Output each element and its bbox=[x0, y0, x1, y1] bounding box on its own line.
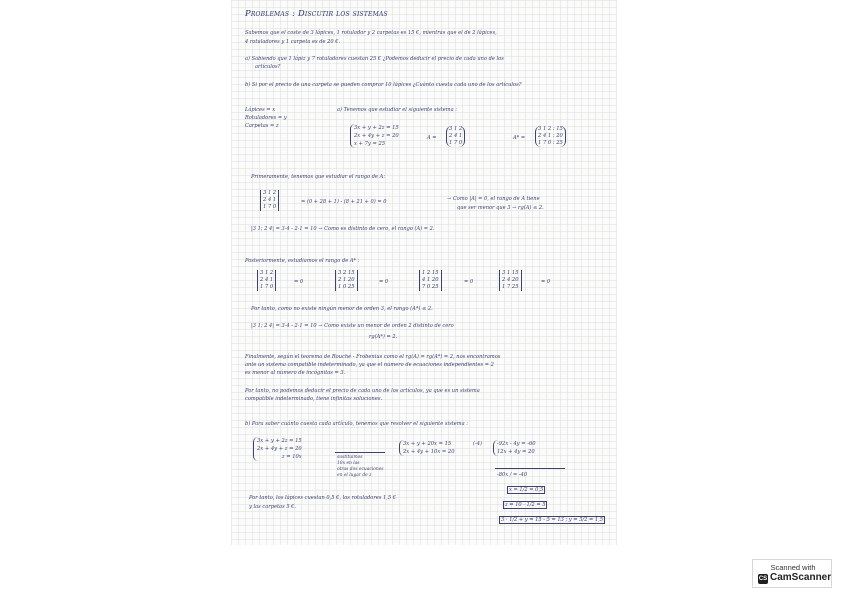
conclusion-2-line-2: compatible indeterminado, tiene infinitas soluciones. bbox=[245, 396, 383, 402]
substitute-note-3: otras dos ecuaciones bbox=[337, 467, 384, 472]
question-a-line-1: a) Sabiendo que 1 lápiz y 7 rotuladores cuestan 25 € ¿Podemos deducir el precio de cada uno de los bbox=[245, 56, 504, 62]
minor-row: 4 1 20 bbox=[422, 277, 439, 283]
system-b2 bbox=[399, 440, 455, 456]
variable-z: Carpetas = z bbox=[245, 123, 279, 129]
system-b-eq-2: 2x + 4y + z = 20 bbox=[257, 446, 302, 452]
question-a-line-2: artículos? bbox=[255, 64, 281, 70]
conclusion-line-3: es menor al número de incógnitas = 3. bbox=[245, 370, 346, 376]
det-a-note-1: → Como |A| = 0, el rango de A tiene bbox=[447, 196, 540, 202]
part-b-intro: b) Para saber cuánto cuesta cada artículo, tenemos que resolver el siguiente sistema : bbox=[245, 421, 468, 427]
minor-row: 1 0 25 bbox=[338, 284, 355, 290]
matrix-astar-label: A* = bbox=[513, 135, 526, 141]
badge-scanned-with: Scanned with bbox=[770, 563, 816, 572]
camscanner-badge bbox=[752, 559, 832, 588]
minor-astar-4-eq: = 0 bbox=[541, 279, 551, 285]
y-result-text: 3 · 1/2 + y = 15 - 5 = 13 ; y = 3/2 = 1,5 bbox=[501, 517, 603, 523]
system-b-eq-1: 3x + y + 2z = 15 bbox=[257, 438, 302, 444]
matrix-a bbox=[446, 126, 465, 147]
matrix-a-row: 2 4 1 bbox=[449, 133, 463, 139]
system-a-eq-1: 3x + y + 2z = 15 bbox=[354, 125, 399, 131]
det-a-row: 2 4 1 bbox=[263, 197, 277, 203]
scanned-page bbox=[231, 0, 617, 545]
z-result-text: z = 10 · 1/2 = 5 bbox=[505, 502, 546, 508]
minor-astar-3 bbox=[419, 270, 442, 291]
conclusion-line-2: ante un sistema compatible indeterminado, ya que el número de ecuaciones independientes = 2 bbox=[245, 362, 494, 368]
matrix-a-row: 3 1 2 bbox=[449, 126, 463, 132]
minor-a: |3 1; 2 4| = 3·4 - 2·1 = 10 → Como es distinto de cero, el rango (A) = 2. bbox=[251, 226, 435, 232]
statement-line-1: Sabemos que el coste de 3 lápices, 1 rotulador y 2 carpetas es 15 €, mientras que el de 2 lápices, bbox=[245, 30, 497, 36]
minor-row: 1 2 15 bbox=[422, 270, 439, 276]
multiplier-note: (-4) bbox=[473, 441, 482, 447]
minor-row: 2 1 20 bbox=[338, 277, 355, 283]
system-b3 bbox=[493, 440, 536, 456]
system-a bbox=[350, 124, 399, 148]
minor-astar-3-eq: = 0 bbox=[464, 279, 474, 285]
matrix-astar-row: 2 4 1 : 20 bbox=[538, 133, 563, 139]
page-title: Problemas : Discutir los sistemas bbox=[245, 8, 388, 18]
system-a-eq-3: x + 7y = 25 bbox=[354, 141, 386, 147]
substitute-note-2: 10x en las bbox=[337, 461, 360, 466]
matrix-a-label: A = bbox=[427, 135, 437, 141]
variable-x: Lápices = x bbox=[245, 107, 276, 113]
y-result bbox=[499, 517, 605, 523]
minor-astar-result: rg(A*) = 2. bbox=[369, 334, 398, 340]
variable-y: Rotuladores = y bbox=[245, 115, 287, 121]
minor-row: 3 1 2 bbox=[260, 270, 274, 276]
matrix-astar bbox=[535, 126, 566, 147]
rank-astar-intro: Posteriormente, estudiamos el rango de A* : bbox=[245, 258, 360, 264]
minor-astar-1-eq: = 0 bbox=[294, 279, 304, 285]
system-b3-eq-1: -92x - 4y = -60 bbox=[497, 441, 536, 447]
question-b: b) Si por el precio de una carpeta se pueden comprar 10 lápices ¿Cuánto cuesta cada uno de los artículos? bbox=[245, 82, 522, 88]
part-a-intro: a) Tenemos que estudiar el siguiente sistema : bbox=[337, 107, 457, 113]
rank-intro: Primeramente, tenemos que estudiar el rango de A: bbox=[251, 174, 386, 180]
statement-line-2: 4 rotuladores y 1 carpeta es de 20 €. bbox=[245, 39, 341, 45]
minor-astar-2 bbox=[335, 270, 358, 291]
sum-line bbox=[495, 468, 565, 469]
minor-row: 1 7 0 bbox=[260, 284, 274, 290]
rank-astar-conclusion: Por tanto, como no existe ningún menor de orden 3, el rango (A*) ≤ 2. bbox=[251, 306, 433, 312]
minor-astar-4 bbox=[499, 270, 522, 291]
det-a bbox=[260, 190, 279, 211]
minor-row: 3 1 15 bbox=[502, 270, 519, 276]
system-b2-eq-1: 3x + y + 20x = 15 bbox=[403, 441, 452, 447]
substitute-note-4: en el lugar de z bbox=[337, 473, 372, 478]
camscanner-logo-icon: CS bbox=[758, 576, 768, 582]
det-a-note-2: que ser menor que 3 → rg(A) ≤ 2. bbox=[457, 205, 544, 211]
system-b-eq-3: z = 10x bbox=[281, 454, 302, 460]
elimination-result: -80x / = -40 bbox=[497, 472, 528, 478]
final-answer-line-1: Por tanto, los lápices cuestan 0,5 €, los rotuladores 1,5 € bbox=[249, 495, 396, 501]
system-a-eq-2: 2x + 4y + z = 20 bbox=[354, 133, 399, 139]
minor-row: 1 7 25 bbox=[502, 284, 519, 290]
minor-astar-1 bbox=[257, 270, 276, 291]
minor-row: 3 2 15 bbox=[338, 270, 355, 276]
minor-row: 7 0 25 bbox=[422, 284, 439, 290]
system-b2-eq-2: 2x + 4y + 10x = 20 bbox=[403, 449, 455, 455]
x-result bbox=[507, 487, 545, 493]
conclusion-line-1: Finalmente, según el teorema de Rouché - Frobenius como el rg(A) = rg(A*) = 2, nos encontramos bbox=[245, 354, 501, 360]
matrix-a-row: 1 7 0 bbox=[449, 140, 463, 146]
badge-brand: CamScanner bbox=[770, 572, 832, 583]
conclusion-2-line-1: Por tanto, no podemos deducir el precio de cada uno de los artículos, ya que es un sistema bbox=[245, 388, 480, 394]
final-answer-line-2: y las carpetas 5 €. bbox=[249, 504, 297, 510]
det-a-row: 3 1 2 bbox=[263, 190, 277, 196]
minor-row: 2 4 20 bbox=[502, 277, 519, 283]
matrix-astar-row: 3 1 2 : 15 bbox=[538, 126, 563, 132]
matrix-astar-row: 1 7 0 : 25 bbox=[538, 140, 563, 146]
x-result-text: x = 1/2 = 0,5 bbox=[509, 487, 544, 493]
substitute-note-1: sustituimos bbox=[337, 455, 363, 460]
system-b3-eq-2: 12x + 4y = 20 bbox=[497, 449, 535, 455]
minor-astar: |3 1; 2 4| = 3·4 - 2·1 = 10 → Como existe un menor de orden 2 distinto de cero bbox=[251, 323, 454, 329]
det-a-equation: = (0 + 28 + 1) - (8 + 21 + 0) = 0 bbox=[301, 199, 387, 205]
minor-astar-2-eq: = 0 bbox=[379, 279, 389, 285]
arrow-line bbox=[335, 452, 385, 453]
det-a-row: 1 7 0 bbox=[263, 204, 277, 210]
system-b bbox=[253, 437, 302, 461]
z-result bbox=[503, 502, 547, 508]
minor-row: 2 4 1 bbox=[260, 277, 274, 283]
